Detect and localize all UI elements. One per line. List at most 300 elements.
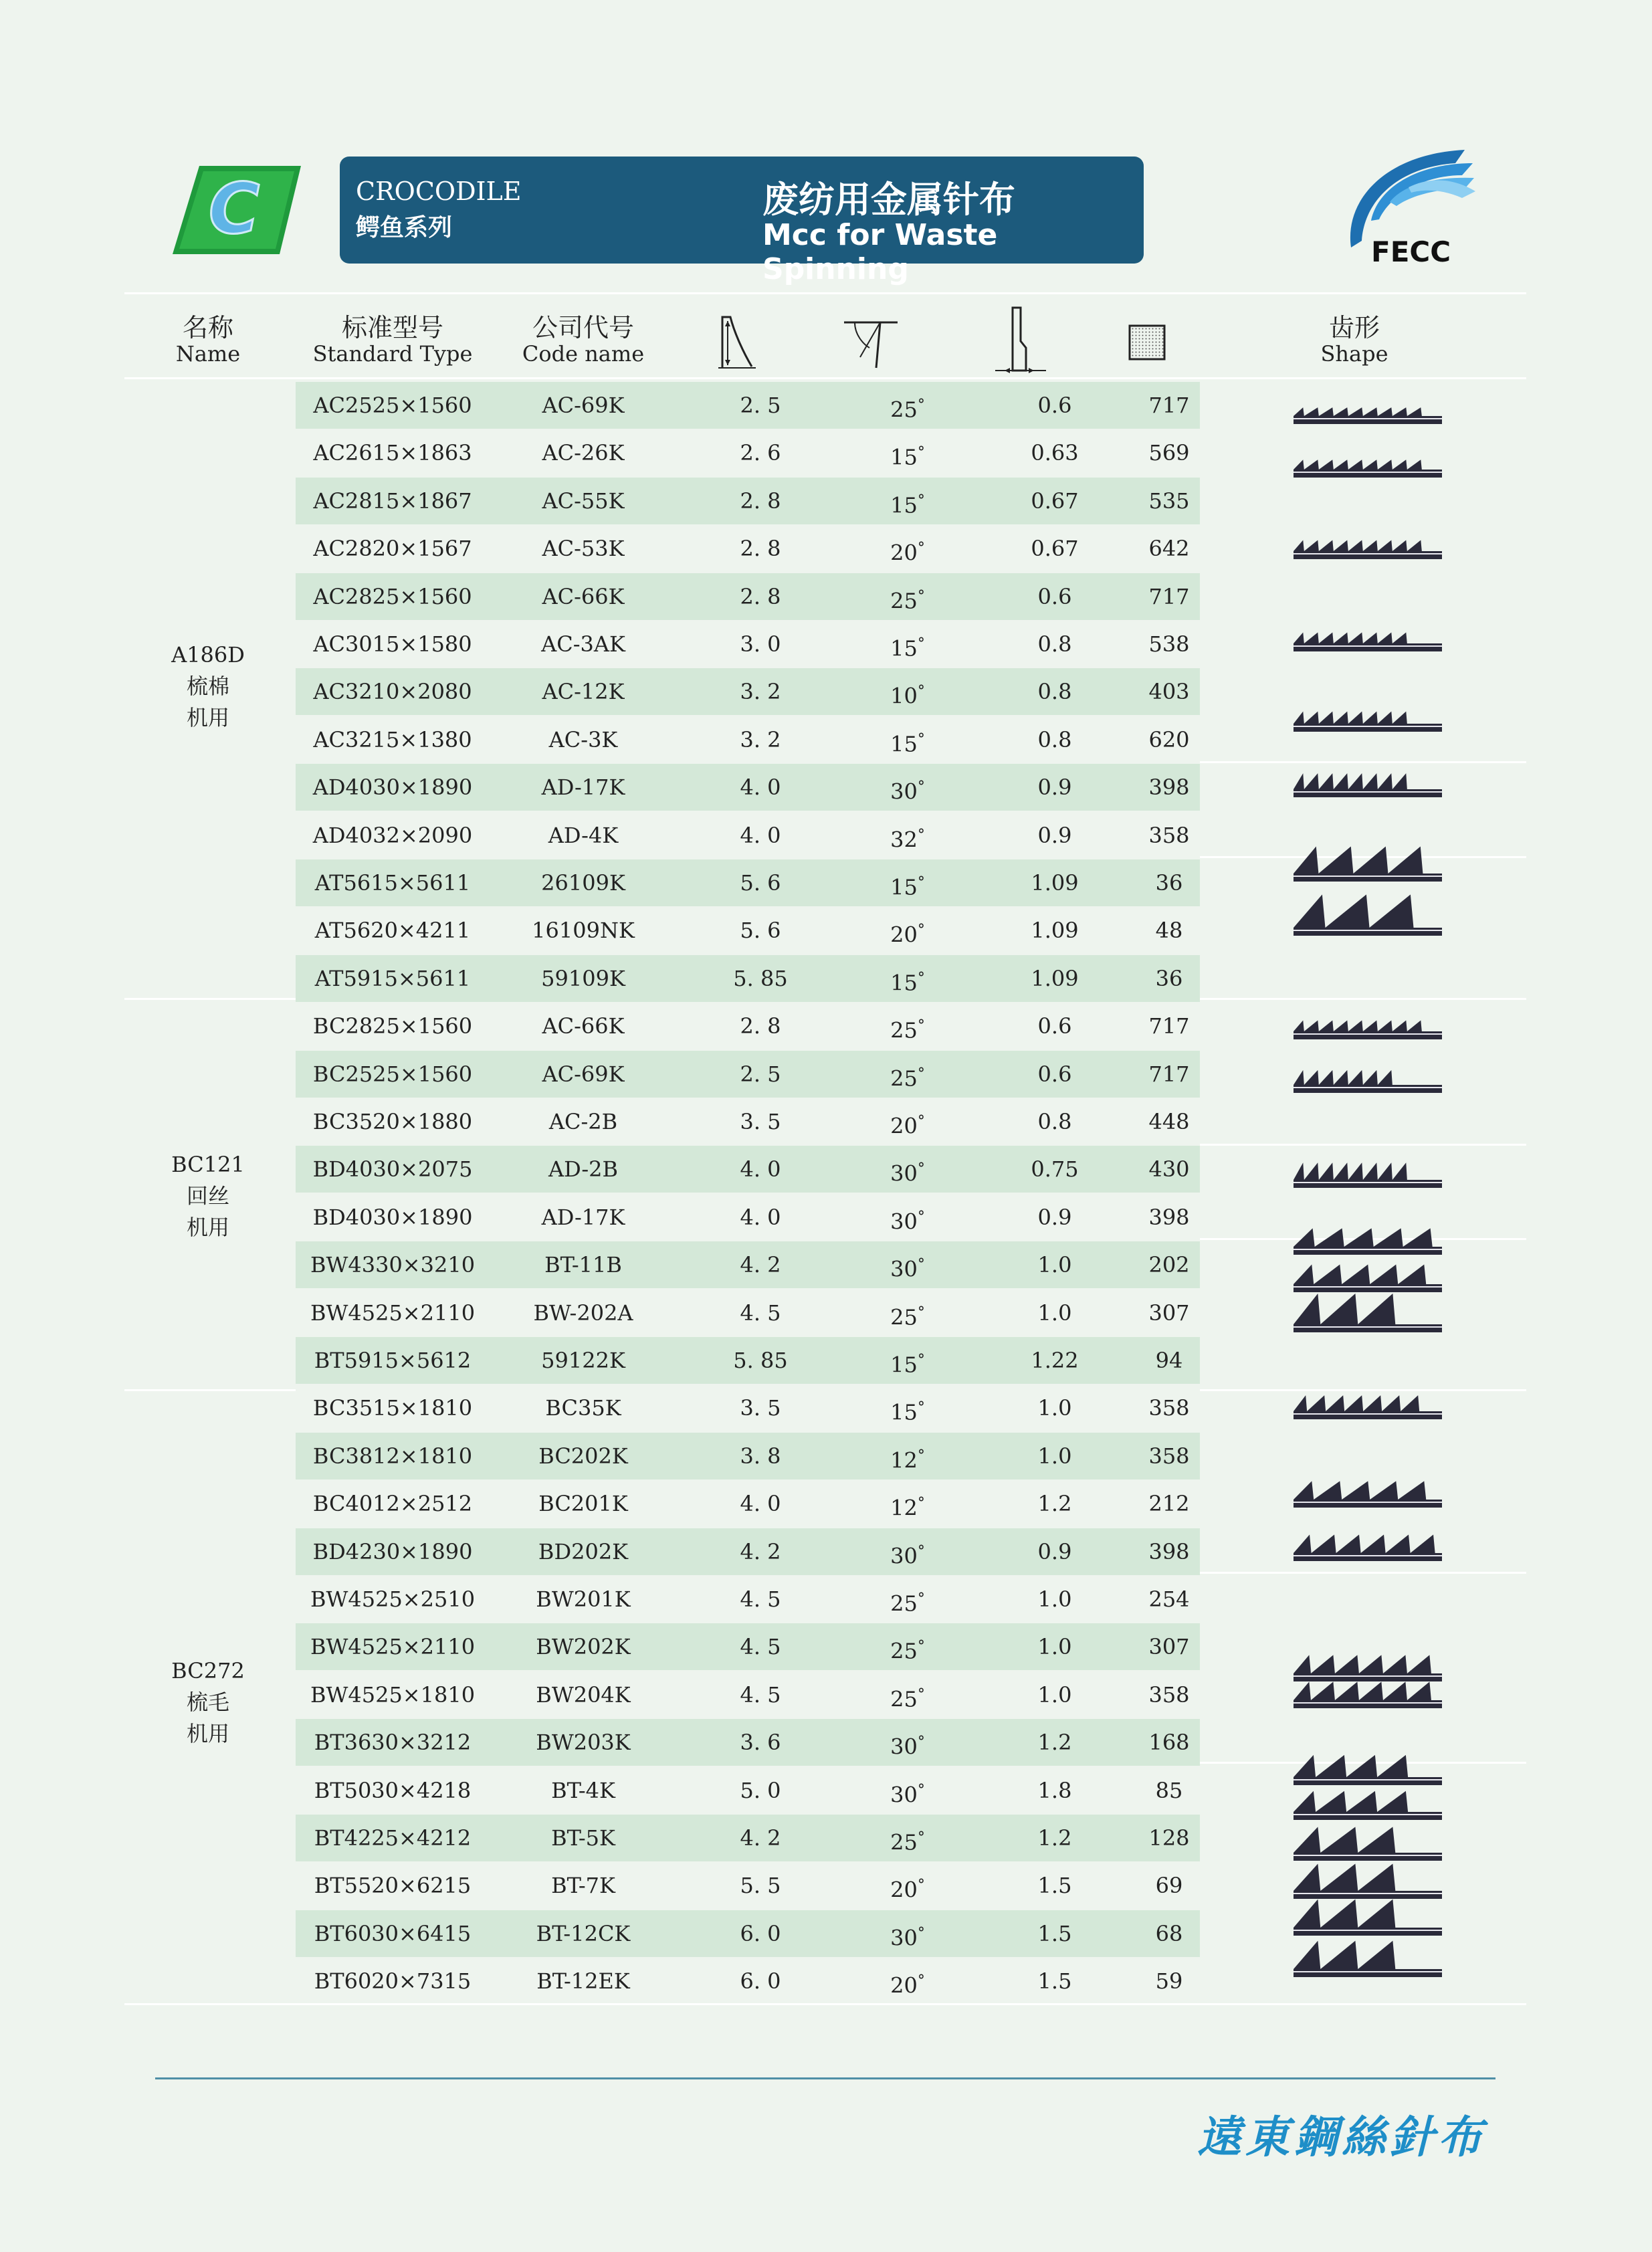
tooth-profile-icon [1291, 1018, 1445, 1041]
degree-sign: ° [917, 1638, 925, 1655]
degree-sign: ° [917, 1543, 925, 1560]
tooth-height-cell: 4. 0 [740, 1156, 781, 1182]
standard-type-cell: BT5520×6215 [314, 1873, 472, 1898]
base-thickness-cell: 1.0 [1037, 1682, 1072, 1708]
point-density-cell: 48 [1155, 918, 1183, 943]
degree-sign: ° [917, 779, 925, 795]
tooth-height-cell: 2. 8 [740, 488, 781, 514]
degree-sign: ° [917, 1160, 925, 1177]
point-density-cell: 128 [1148, 1825, 1190, 1851]
standard-type-cell: AD4030×1890 [312, 775, 473, 800]
tooth-profile-icon [1291, 1261, 1445, 1294]
point-density-icon [1128, 324, 1166, 361]
tooth-profile-icon [1291, 709, 1445, 733]
base-thickness-cell: 1.0 [1037, 1252, 1072, 1277]
angle-value: 25 [890, 588, 918, 614]
standard-type-cell: AT5915×5611 [314, 966, 471, 991]
code-name-cell: AC-2B [548, 1109, 618, 1134]
degree-sign: ° [917, 444, 925, 461]
base-thickness-cell: 0.67 [1031, 488, 1079, 514]
point-density-cell: 642 [1148, 536, 1190, 561]
tooth-profile-icon [1291, 1823, 1445, 1862]
standard-type-cell: BD4230×1890 [312, 1539, 473, 1564]
point-density-cell: 212 [1148, 1491, 1190, 1516]
tooth-angle-cell [844, 955, 971, 1002]
base-thickness-cell: 0.8 [1037, 727, 1072, 752]
angle-value: 30 [890, 1734, 918, 1760]
degree-sign: ° [917, 492, 925, 509]
angle-value: 25 [890, 1065, 918, 1092]
angle-value: 15 [890, 444, 918, 470]
code-name-cell: AC-3K [548, 727, 618, 752]
tooth-angle-cell [844, 1385, 971, 1431]
degree-sign: ° [917, 1782, 925, 1799]
table-row [296, 1719, 1200, 1766]
base-thickness-cell: 0.9 [1037, 1539, 1072, 1564]
standard-type-cell: BD4030×1890 [312, 1205, 473, 1230]
point-density-cell: 717 [1148, 1061, 1190, 1087]
table-row [296, 429, 1200, 476]
degree-sign: ° [917, 683, 925, 700]
standard-type-cell: BD4030×2075 [312, 1156, 473, 1182]
title-banner [340, 157, 1144, 286]
point-density-cell: 535 [1148, 488, 1190, 514]
point-density-cell: 94 [1155, 1348, 1183, 1373]
angle-value: 10 [890, 683, 918, 709]
point-density-cell: 307 [1148, 1300, 1190, 1326]
code-name-cell: BD202K [538, 1539, 629, 1564]
angle-value: 30 [890, 1209, 918, 1235]
tooth-profile-icon [1291, 1679, 1445, 1710]
table-row [296, 1623, 1200, 1670]
tooth-angle-cell [844, 1910, 971, 1957]
tooth-height-cell: 4. 5 [740, 1300, 781, 1326]
tooth-angle-cell [844, 1958, 971, 2005]
standard-type-cell: AT5620×4211 [314, 918, 471, 943]
tooth-height-cell: 5. 85 [733, 966, 788, 991]
point-density-cell: 398 [1148, 1539, 1190, 1564]
tooth-angle-cell [844, 1098, 971, 1145]
angle-value: 25 [890, 397, 918, 423]
base-thickness-cell: 0.9 [1037, 823, 1072, 848]
angle-value: 25 [890, 1591, 918, 1617]
point-density-cell: 358 [1148, 1443, 1190, 1469]
tooth-profile-icon [1291, 630, 1445, 653]
tooth-angle-cell [844, 812, 971, 859]
table-row [296, 764, 1200, 811]
tooth-angle-cell [844, 1862, 971, 1909]
tooth-angle-cell [844, 1767, 971, 1814]
angle-value: 25 [890, 1829, 918, 1855]
degree-sign: ° [917, 635, 925, 652]
tooth-height-cell: 5. 0 [740, 1778, 781, 1803]
code-name-cell: BW204K [536, 1682, 631, 1708]
tooth-angle-cell [844, 907, 971, 954]
angle-value: 25 [890, 1304, 918, 1330]
tooth-height-cell: 4. 2 [740, 1825, 781, 1851]
tooth-profile-icon [1291, 1290, 1445, 1334]
tooth-profile-icon [1291, 1752, 1445, 1786]
table-row [296, 382, 1200, 429]
standard-type-cell: BC3812×1810 [312, 1443, 473, 1469]
angle-value: 20 [890, 1972, 918, 1999]
table-row [296, 1098, 1200, 1145]
table-row [296, 1958, 1200, 2005]
angle-value: 30 [890, 1925, 918, 1951]
tooth-height-cell: 4. 0 [740, 1491, 781, 1516]
degree-sign: ° [917, 1447, 925, 1464]
tooth-profile-icon [1291, 1788, 1445, 1821]
tooth-height-cell: 5. 6 [740, 870, 781, 896]
table-row [296, 859, 1200, 906]
base-thickness-cell: 1.0 [1037, 1634, 1072, 1659]
base-thickness-cell: 0.63 [1031, 440, 1079, 466]
table-row [296, 1767, 1200, 1814]
degree-sign: ° [917, 1209, 925, 1225]
angle-value: 15 [890, 970, 918, 996]
angle-value: 20 [890, 1113, 918, 1139]
standard-type-cell: AC2815×1867 [313, 488, 472, 514]
degree-sign: ° [917, 922, 925, 938]
tooth-height-cell: 2. 8 [740, 1013, 781, 1039]
table-row [296, 1815, 1200, 1861]
tooth-angle-cell [844, 1623, 971, 1670]
tooth-height-cell: 3. 0 [740, 631, 781, 657]
standard-type-cell: BW4525×2510 [310, 1586, 476, 1612]
point-density-cell: 254 [1148, 1586, 1190, 1612]
tooth-height-cell: 6. 0 [740, 1968, 781, 1994]
tooth-angle-cell [844, 668, 971, 715]
code-name-cell: AC-66K [542, 1013, 625, 1039]
tooth-height-cell: 5. 85 [733, 1348, 788, 1373]
crocodile-logo [173, 166, 301, 254]
degree-sign: ° [917, 1065, 925, 1082]
group-label: A186D 梳棉 机用 [171, 642, 245, 730]
tooth-profile-icon [1291, 457, 1445, 479]
tooth-height-cell: 2. 8 [740, 584, 781, 609]
point-density-cell: 717 [1148, 1013, 1190, 1039]
tooth-angle-cell [844, 1671, 971, 1718]
page-title-en: Mcc for Waste Spinning [762, 218, 998, 286]
tooth-height-cell: 4. 5 [740, 1634, 781, 1659]
degree-sign: ° [917, 731, 925, 748]
tooth-height-cell: 5. 6 [740, 918, 781, 943]
tooth-profile-icon [1291, 1393, 1445, 1421]
table-row [296, 1385, 1200, 1431]
tooth-angle-cell [844, 1241, 971, 1288]
standard-type-cell: AC3210×2080 [313, 679, 472, 704]
tooth-angle-cell [844, 382, 971, 429]
angle-value: 20 [890, 540, 918, 566]
standard-type-cell: AC2825×1560 [313, 584, 472, 609]
angle-value: 30 [890, 779, 918, 805]
standard-type-cell: BW4525×1810 [310, 1682, 476, 1708]
tooth-height-cell: 4. 0 [740, 1205, 781, 1230]
standard-type-cell: AD4032×2090 [312, 823, 473, 848]
base-thickness-cell: 0.6 [1037, 1061, 1072, 1087]
angle-value: 15 [890, 492, 918, 518]
tooth-angle-cell [844, 429, 971, 476]
tooth-height-cell: 6. 0 [740, 1921, 781, 1946]
tooth-angle-cell [844, 1194, 971, 1241]
point-density-cell: 717 [1148, 393, 1190, 418]
standard-type-cell: BT4225×4212 [314, 1825, 472, 1851]
base-thickness-cell: 1.09 [1031, 918, 1079, 943]
degree-sign: ° [917, 874, 925, 891]
column-header-code-name: 公司代号 Code name [522, 313, 645, 367]
standard-type-cell: AC2820×1567 [313, 536, 472, 561]
tooth-height-icon [717, 313, 757, 371]
standard-type-cell: BC3515×1810 [312, 1395, 473, 1421]
code-name-cell: 59109K [541, 966, 625, 991]
tooth-profile-icon [1291, 1225, 1445, 1256]
base-thickness-cell: 1.0 [1037, 1586, 1072, 1612]
tooth-height-cell: 4. 2 [740, 1539, 781, 1564]
tooth-profile-icon [1291, 771, 1445, 799]
base-thickness-cell: 1.5 [1037, 1921, 1072, 1946]
point-density-cell: 448 [1148, 1109, 1190, 1134]
tooth-angle-cell [844, 1003, 971, 1049]
tooth-height-cell: 5. 5 [740, 1873, 781, 1898]
angle-value: 30 [890, 1256, 918, 1282]
degree-sign: ° [917, 1304, 925, 1321]
tooth-angle-cell [844, 859, 971, 906]
standard-type-cell: BT5915×5612 [314, 1348, 472, 1373]
point-density-cell: 69 [1155, 1873, 1183, 1898]
degree-sign: ° [917, 1972, 925, 1989]
code-name-cell: AC-12K [542, 679, 625, 704]
table-row [296, 1671, 1200, 1718]
angle-value: 15 [890, 1352, 918, 1378]
base-thickness-cell: 0.8 [1037, 631, 1072, 657]
table-row [296, 1241, 1200, 1288]
code-name-cell: BC35K [545, 1395, 621, 1421]
standard-type-cell: AT5615×5611 [314, 870, 471, 896]
table-row [296, 812, 1200, 859]
code-name-cell: BC202K [538, 1443, 628, 1469]
code-name-cell: AD-17K [541, 1205, 625, 1230]
point-density-cell: 202 [1148, 1252, 1190, 1277]
code-name-cell: BW-202A [533, 1300, 633, 1326]
tooth-height-cell: 4. 5 [740, 1682, 781, 1708]
base-thickness-cell: 1.2 [1037, 1491, 1072, 1516]
code-name-cell: AD-4K [548, 823, 619, 848]
point-density-cell: 59 [1155, 1968, 1183, 1994]
standard-type-cell: BT5030×4218 [314, 1778, 472, 1803]
tooth-angle-cell [844, 1337, 971, 1384]
code-name-cell: AD-17K [541, 775, 625, 800]
tooth-angle-cell [844, 573, 971, 620]
point-density-cell: 569 [1148, 440, 1190, 466]
standard-type-cell: BC2525×1560 [312, 1061, 473, 1087]
column-header-name: 名称 Name [175, 313, 241, 367]
base-thickness-cell: 1.09 [1031, 870, 1079, 896]
tooth-profile-icon [1291, 843, 1445, 883]
table-row [296, 525, 1200, 572]
tooth-angle-cell [844, 525, 971, 572]
code-name-cell: AC-55K [542, 488, 625, 514]
tooth-angle-cell [844, 621, 971, 668]
standard-type-cell: BW4525×2110 [310, 1300, 476, 1326]
point-density-cell: 398 [1148, 1205, 1190, 1230]
code-name-cell: AC-3AK [541, 631, 625, 657]
brand-name: FECC [1371, 235, 1451, 268]
degree-sign: ° [917, 1399, 925, 1416]
code-name-cell: AC-66K [542, 584, 625, 609]
group-label: BC272 梳毛 机用 [171, 1658, 245, 1746]
angle-value: 15 [890, 874, 918, 900]
degree-sign: ° [917, 970, 925, 987]
code-name-cell: 59122K [541, 1348, 625, 1373]
tooth-height-cell: 2. 6 [740, 440, 781, 466]
point-density-cell: 85 [1155, 1778, 1183, 1803]
tooth-height-cell: 3. 2 [740, 679, 781, 704]
point-density-cell: 398 [1148, 775, 1190, 800]
tooth-angle-cell [844, 1815, 971, 1861]
standard-type-cell: BT3630×3212 [314, 1730, 472, 1755]
angle-value: 30 [890, 1160, 918, 1187]
degree-sign: ° [917, 1925, 925, 1942]
point-density-cell: 358 [1148, 823, 1190, 848]
table-row [296, 668, 1200, 715]
angle-value: 30 [890, 1543, 918, 1569]
degree-sign: ° [917, 1256, 925, 1273]
tooth-height-cell: 4. 5 [740, 1586, 781, 1612]
code-name-cell: BT-4K [551, 1778, 615, 1803]
tooth-height-cell: 3. 6 [740, 1730, 781, 1755]
tooth-profile-icon [1291, 1937, 1445, 1978]
table-row [296, 478, 1200, 524]
angle-value: 25 [890, 1638, 918, 1664]
degree-sign: ° [917, 1591, 925, 1607]
point-density-cell: 36 [1155, 966, 1183, 991]
tooth-angle-cell [844, 1433, 971, 1479]
standard-type-cell: AC2615×1863 [313, 440, 472, 466]
degree-sign: ° [917, 1113, 925, 1130]
tooth-height-cell: 2. 8 [740, 536, 781, 561]
code-name-cell: AC-53K [542, 536, 625, 561]
degree-sign: ° [917, 827, 925, 843]
standard-type-cell: BC3520×1880 [312, 1109, 473, 1134]
degree-sign: ° [917, 1877, 925, 1893]
base-thickness-cell: 0.8 [1037, 1109, 1072, 1134]
code-name-cell: BT-11B [544, 1252, 622, 1277]
table-row [296, 1051, 1200, 1098]
table-row [296, 1290, 1200, 1336]
table-row [296, 1337, 1200, 1384]
base-thickness-cell: 1.5 [1037, 1873, 1072, 1898]
tooth-profile-icon [1291, 1860, 1445, 1900]
base-thickness-icon [994, 305, 1047, 377]
degree-sign: ° [917, 588, 925, 605]
svg-text:C: C [208, 168, 260, 249]
tooth-height-cell: 2. 5 [740, 393, 781, 418]
tooth-profile-icon [1291, 890, 1445, 937]
tooth-angle-icon [840, 317, 902, 371]
code-name-cell: AC-69K [542, 1061, 625, 1087]
base-thickness-cell: 1.5 [1037, 1968, 1072, 1994]
base-thickness-cell: 0.6 [1037, 393, 1072, 418]
tooth-angle-cell [844, 1480, 971, 1527]
series-name-cn: 鳄鱼系列 [356, 214, 453, 241]
point-density-cell: 36 [1155, 870, 1183, 896]
point-density-cell: 538 [1148, 631, 1190, 657]
group-label: BC121 回丝 机用 [171, 1152, 245, 1240]
page-title-cn: 废纺用金属针布 [762, 179, 1015, 221]
base-thickness-cell: 0.9 [1037, 1205, 1072, 1230]
angle-value: 30 [890, 1782, 918, 1808]
tooth-profile-icon [1291, 1532, 1445, 1562]
code-name-cell: AC-26K [542, 440, 625, 466]
angle-value: 20 [890, 1877, 918, 1903]
angle-value: 32 [890, 827, 918, 853]
degree-sign: ° [917, 1495, 925, 1512]
footer-brand: 遠東鋼絲針布 [1197, 2112, 1486, 2163]
base-thickness-cell: 1.0 [1037, 1395, 1072, 1421]
table-row [296, 573, 1200, 620]
angle-value: 25 [890, 1017, 918, 1043]
standard-type-cell: BC2825×1560 [312, 1013, 473, 1039]
tooth-angle-cell [844, 764, 971, 811]
base-thickness-cell: 0.67 [1031, 536, 1079, 561]
base-thickness-cell: 0.6 [1037, 1013, 1072, 1039]
table-row [296, 1862, 1200, 1909]
base-thickness-cell: 1.2 [1037, 1825, 1072, 1851]
point-density-cell: 430 [1148, 1156, 1190, 1182]
tooth-angle-cell [844, 1576, 971, 1623]
tooth-height-cell: 3. 8 [740, 1443, 781, 1469]
point-density-cell: 307 [1148, 1634, 1190, 1659]
table-row [296, 1528, 1200, 1575]
base-thickness-cell: 0.6 [1037, 584, 1072, 609]
angle-value: 12 [890, 1447, 918, 1473]
code-name-cell: BT-12EK [536, 1968, 630, 1994]
tooth-profile-icon [1291, 405, 1445, 425]
tooth-angle-cell [844, 1146, 971, 1193]
code-name-cell: BT-5K [551, 1825, 615, 1851]
angle-value: 15 [890, 1399, 918, 1425]
code-name-cell: BT-12CK [536, 1921, 631, 1946]
code-name-cell: BT-7K [551, 1873, 615, 1898]
point-density-cell: 717 [1148, 584, 1190, 609]
code-name-cell: BW202K [536, 1634, 631, 1659]
standard-type-cell: AC3215×1380 [313, 727, 472, 752]
degree-sign: ° [917, 1829, 925, 1846]
table-row [296, 955, 1200, 1002]
degree-sign: ° [917, 1017, 925, 1034]
tooth-angle-cell [844, 1528, 971, 1575]
degree-sign: ° [917, 1686, 925, 1703]
code-name-cell: BW201K [536, 1586, 631, 1612]
tooth-angle-cell [844, 716, 971, 763]
code-name-cell: AD-2B [548, 1156, 619, 1182]
standard-type-cell: BT6030×6415 [314, 1921, 472, 1946]
standard-type-cell: BC4012×2512 [312, 1491, 473, 1516]
table-row [296, 621, 1200, 668]
tooth-height-cell: 3. 2 [740, 727, 781, 752]
tooth-angle-cell [844, 1290, 971, 1336]
angle-value: 20 [890, 922, 918, 948]
point-density-cell: 168 [1148, 1730, 1190, 1755]
degree-sign: ° [917, 397, 925, 413]
table-row [296, 907, 1200, 954]
base-thickness-cell: 1.8 [1037, 1778, 1072, 1803]
code-name-cell: AC-69K [542, 393, 625, 418]
base-thickness-cell: 1.09 [1031, 966, 1079, 991]
degree-sign: ° [917, 1734, 925, 1750]
base-thickness-cell: 0.75 [1031, 1156, 1079, 1182]
point-density-cell: 358 [1148, 1682, 1190, 1708]
